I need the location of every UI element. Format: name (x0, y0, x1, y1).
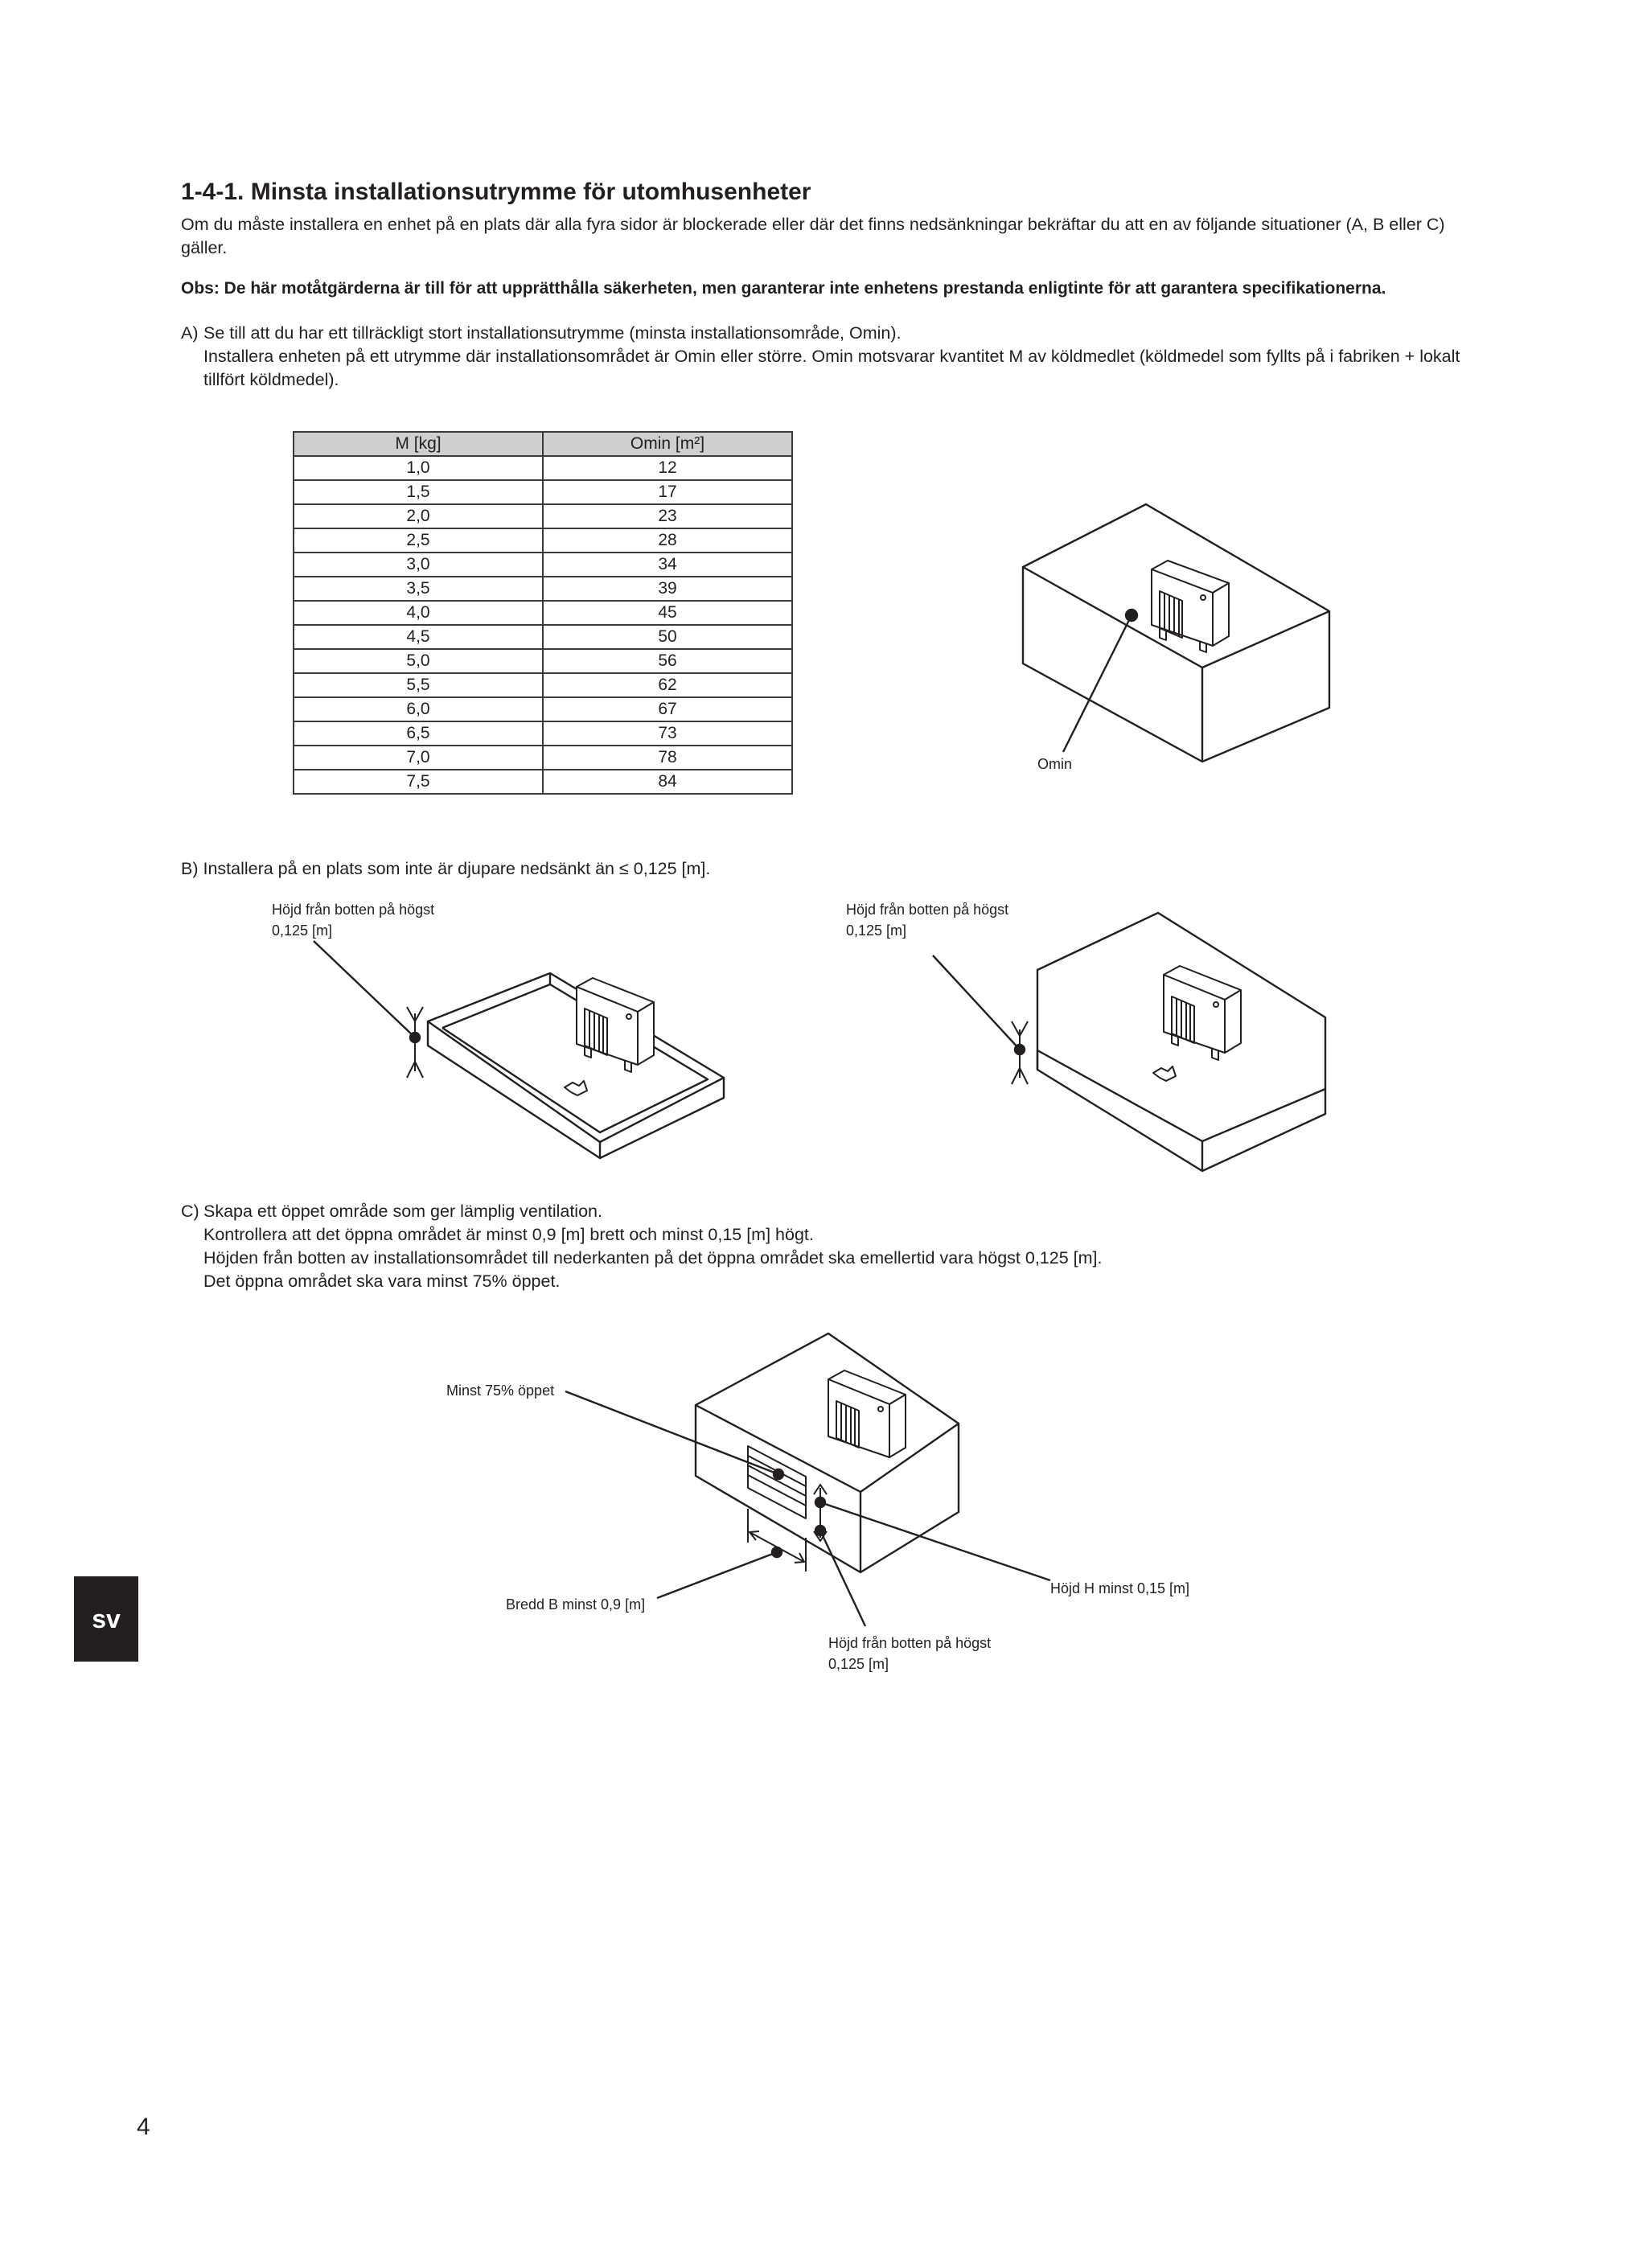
table-cell-omin: 23 (543, 504, 792, 528)
table-cell-m: 4,0 (294, 601, 543, 625)
table-cell-omin: 17 (543, 480, 792, 504)
table-header-m: M [kg] (294, 432, 543, 456)
table-row (294, 697, 792, 721)
section-c-label: C) (181, 1202, 199, 1221)
table-cell-m: 7,5 (294, 770, 543, 794)
table-row (294, 553, 792, 577)
table-cell-m: 5,5 (294, 673, 543, 697)
table-cell-omin: 28 (543, 528, 792, 553)
table-header-omin: Omin [m²] (543, 432, 792, 456)
table-cell-omin: 34 (543, 553, 792, 577)
table-row (294, 649, 792, 673)
figure-b2-pit-diagram (925, 909, 1327, 1166)
page-number: 4 (137, 2114, 150, 2140)
table-cell-omin: 67 (543, 697, 792, 721)
table-row (294, 601, 792, 625)
table-cell-m: 7,0 (294, 746, 543, 770)
section-a-line2: Installera enheten på ett utrymme där installationsområdet är Omin eller större. Omin motsvarar kvantitet M av köldmedlet (köldmedel som fyllts på i fabriken + lokalt tillfört köldmedel). (203, 347, 1460, 389)
section-c-line4: Det öppna området ska vara minst 75% öppet. (203, 1272, 561, 1291)
label-open-area: Minst 75% öppet (446, 1383, 555, 1399)
table-cell-omin: 12 (543, 456, 792, 480)
table-cell-m: 3,5 (294, 577, 543, 601)
fig-b1-label: Höjd från botten på högst 0,125 [m] (272, 902, 435, 939)
section-b-text: B) Installera på en plats som inte är djupare nedsänkt än ≤ 0,125 [m]. (181, 859, 711, 878)
table-cell-omin: 39 (543, 577, 792, 601)
table-cell-omin: 45 (543, 601, 792, 625)
language-tab: sv (74, 1576, 138, 1662)
section-c-line2: Kontrollera att det öppna området är minst 0,9 [m] brett och minst 0,15 [m] högt. (203, 1225, 814, 1244)
table-cell-omin: 73 (543, 721, 792, 746)
table-cell-omin: 78 (543, 746, 792, 770)
table-cell-omin: 62 (543, 673, 792, 697)
room-walls (1037, 913, 1325, 1171)
fig-b2-label: Höjd från botten på högst 0,125 [m] (846, 902, 1009, 939)
table-row (294, 746, 792, 770)
intro-paragraph: Om du måste installera en enhet på en plats där alla fyra sidor är blockerade eller där det finns nedsänkningar bekräftar du att en av följande situationer (A, B eller C) gäller. (181, 215, 1445, 257)
table-cell-m: 5,0 (294, 649, 543, 673)
table-row (294, 721, 792, 746)
table-row (294, 480, 792, 504)
table-cell-m: 2,0 (294, 504, 543, 528)
section-a-line1: A) Se till att du har ett tillräckligt stort installationsutrymme (minsta installationsområde, Omin). (181, 322, 1484, 345)
omin-table (293, 431, 793, 795)
table-row (294, 770, 792, 794)
label-bottom-height: Höjd från botten på högst 0,125 [m] (828, 1635, 992, 1672)
table-row (294, 673, 792, 697)
omin-label: Omin (1037, 756, 1073, 772)
table-cell-m: 1,0 (294, 456, 543, 480)
table-row (294, 456, 792, 480)
table-cell-m: 2,5 (294, 528, 543, 553)
table-row (294, 625, 792, 649)
table-cell-omin: 50 (543, 625, 792, 649)
section-c (181, 1200, 1484, 1293)
table-cell-m: 4,5 (294, 625, 543, 649)
section-title: 1-4-1. Minsta installationsutrymme för utomhusenheter (181, 179, 811, 205)
table-cell-m: 6,5 (294, 721, 543, 746)
section-a-label: A) (181, 323, 199, 343)
table-cell-omin: 84 (543, 770, 792, 794)
table-cell-m: 6,0 (294, 697, 543, 721)
section-c-line1: C) Skapa ett öppet område som ger lämplig ventilation. (181, 1200, 1484, 1223)
section-a (181, 322, 1484, 392)
table-row (294, 577, 792, 601)
figure-a-room-diagram (1021, 503, 1335, 784)
table-row (294, 504, 792, 528)
table-cell-omin: 56 (543, 649, 792, 673)
obs-note: Obs: De här motåtgärderna är till för att upprätthålla säkerheten, men garanterar inte enhetens prestanda enligtinte för att garantera specifikationerna. (181, 279, 1386, 298)
label-height: Höjd H minst 0,15 [m] (1050, 1580, 1190, 1596)
table-row (294, 528, 792, 553)
label-width: Bredd B minst 0,9 [m] (506, 1596, 646, 1613)
section-c-line3: Höjden från botten av installationsområdet till nederkanten på det öppna området ska emellertid vara högst 0,125 [m]. (203, 1248, 1103, 1268)
table-cell-m: 3,0 (294, 553, 543, 577)
figure-b1-tray-diagram (306, 933, 724, 1162)
table-cell-m: 1,5 (294, 480, 543, 504)
table-header-row (294, 432, 792, 456)
